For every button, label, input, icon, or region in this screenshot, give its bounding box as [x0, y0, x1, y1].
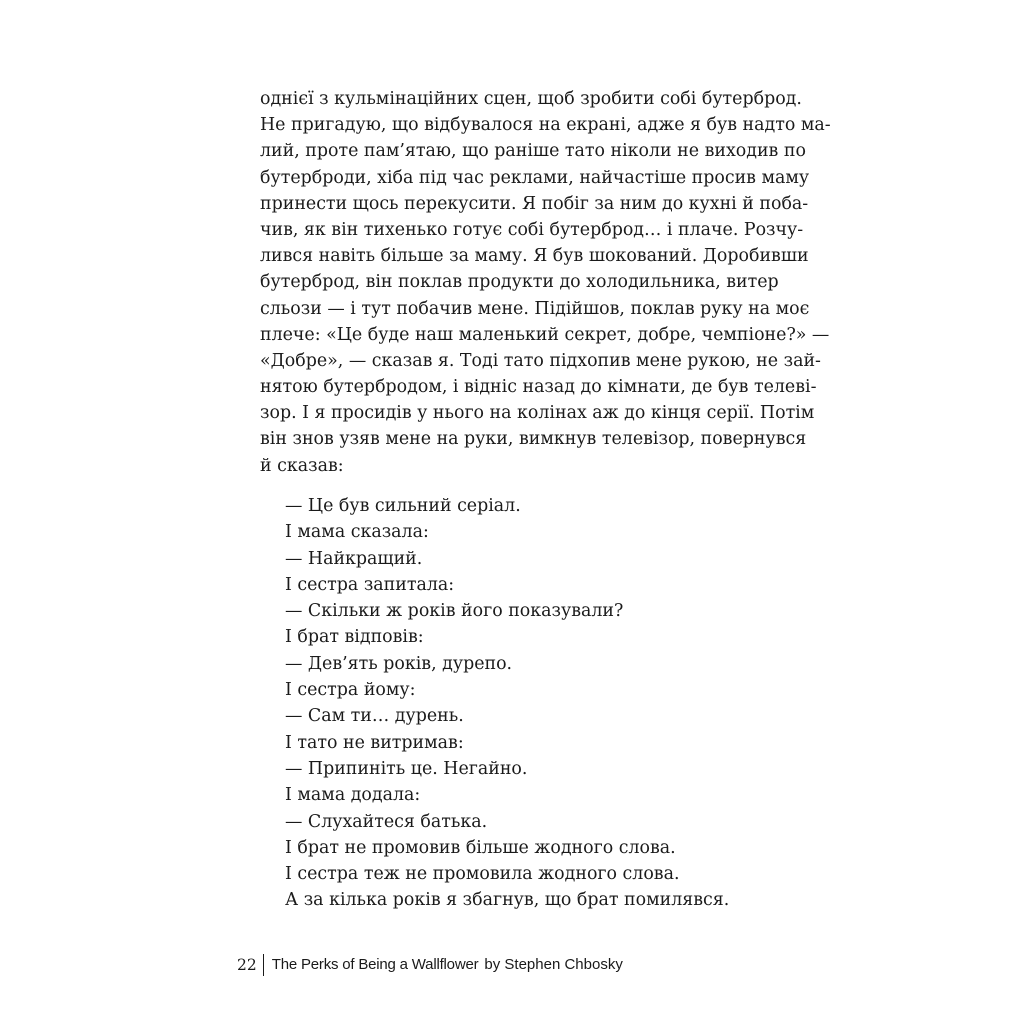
dialogue-line: І брат не промовив більше жодного слова. — [285, 837, 676, 858]
body-line: однієї з кульмінаційних сцен, щоб зробити собі бутерброд. — [260, 89, 802, 109]
body-line: він знов узяв мене на руки, вимкнув телевізор, повернувся — [260, 429, 807, 450]
dialogue-line: — Припиніть це. Негайно. — [285, 758, 528, 779]
body-line: лий, проте пам’ятаю, що раніше тато ніколи не виходив по — [260, 141, 806, 162]
dialogue-line: — Найкращий. — [285, 548, 423, 569]
dialogue-line: І брат відповів: — [285, 627, 424, 648]
dialogue-line: І сестра запитала: — [285, 574, 455, 595]
body-line: зор. І я просидів у нього на колінах аж до кінця серії. Потім — [260, 403, 815, 424]
page-footer — [237, 954, 623, 976]
dialogue-line: А за кілька років я збагнув, що брат помилявся. — [285, 890, 730, 911]
body-line: й сказав: — [260, 455, 344, 476]
dialogue-line: — Це був сильний серіал. — [285, 496, 521, 516]
body-line: бутерброди, хіба під час реклами, найчастіше просив маму — [260, 167, 810, 188]
dialogue-block — [260, 493, 776, 914]
body-line: плече: «Це буде наш маленький секрет, добре, чемпіоне?» — — [260, 324, 830, 345]
footer-divider — [263, 954, 264, 976]
body-line: чив, як він тихенько готує собі бутерброд… і плаче. Розчу- — [260, 219, 804, 240]
dialogue-line: І мама додала: — [285, 785, 421, 806]
dialogue-line: І сестра теж не промовила жодного слова. — [285, 864, 680, 885]
body-line: сльози — і тут побачив мене. Підійшов, поклав руку на моє — [260, 298, 810, 319]
body-line: нятою бутербродом, і відніс назад до кімнати, де був телеві- — [260, 377, 817, 398]
dialogue-line: — Скільки ж років його показували? — [285, 601, 624, 622]
page-number: 22 — [237, 956, 257, 974]
dialogue-line: — Слухайтеся батька. — [285, 811, 488, 832]
dialogue-line: — Дев’ять років, дурепо. — [285, 653, 513, 674]
book-title: The Perks of Being a Wallflower — [271, 956, 479, 973]
body-line: Не пригадую, що відбувалося на екрані, адже я був надто ма- — [260, 115, 831, 136]
book-author: by Stephen Chbosky — [484, 956, 623, 973]
dialogue-line: І тато не витримав: — [285, 732, 464, 753]
dialogue-line: — Сам ти… дурень. — [285, 706, 464, 727]
body-line: лився навіть більше за маму. Я був шокований. Доробивши — [260, 246, 809, 267]
dialogue-line: І мама сказала: — [285, 522, 429, 543]
body-line: «Добре», — сказав я. Тоді тато підхопив мене рукою, не зай- — [260, 350, 821, 371]
dialogue-line: І сестра йому: — [285, 680, 416, 701]
body-line: принести щось перекусити. Я побіг за ним до кухні й поба- — [260, 193, 809, 214]
body-paragraph — [260, 86, 831, 479]
body-line: бутерброд, він поклав продукти до холодильника, витер — [260, 272, 779, 293]
